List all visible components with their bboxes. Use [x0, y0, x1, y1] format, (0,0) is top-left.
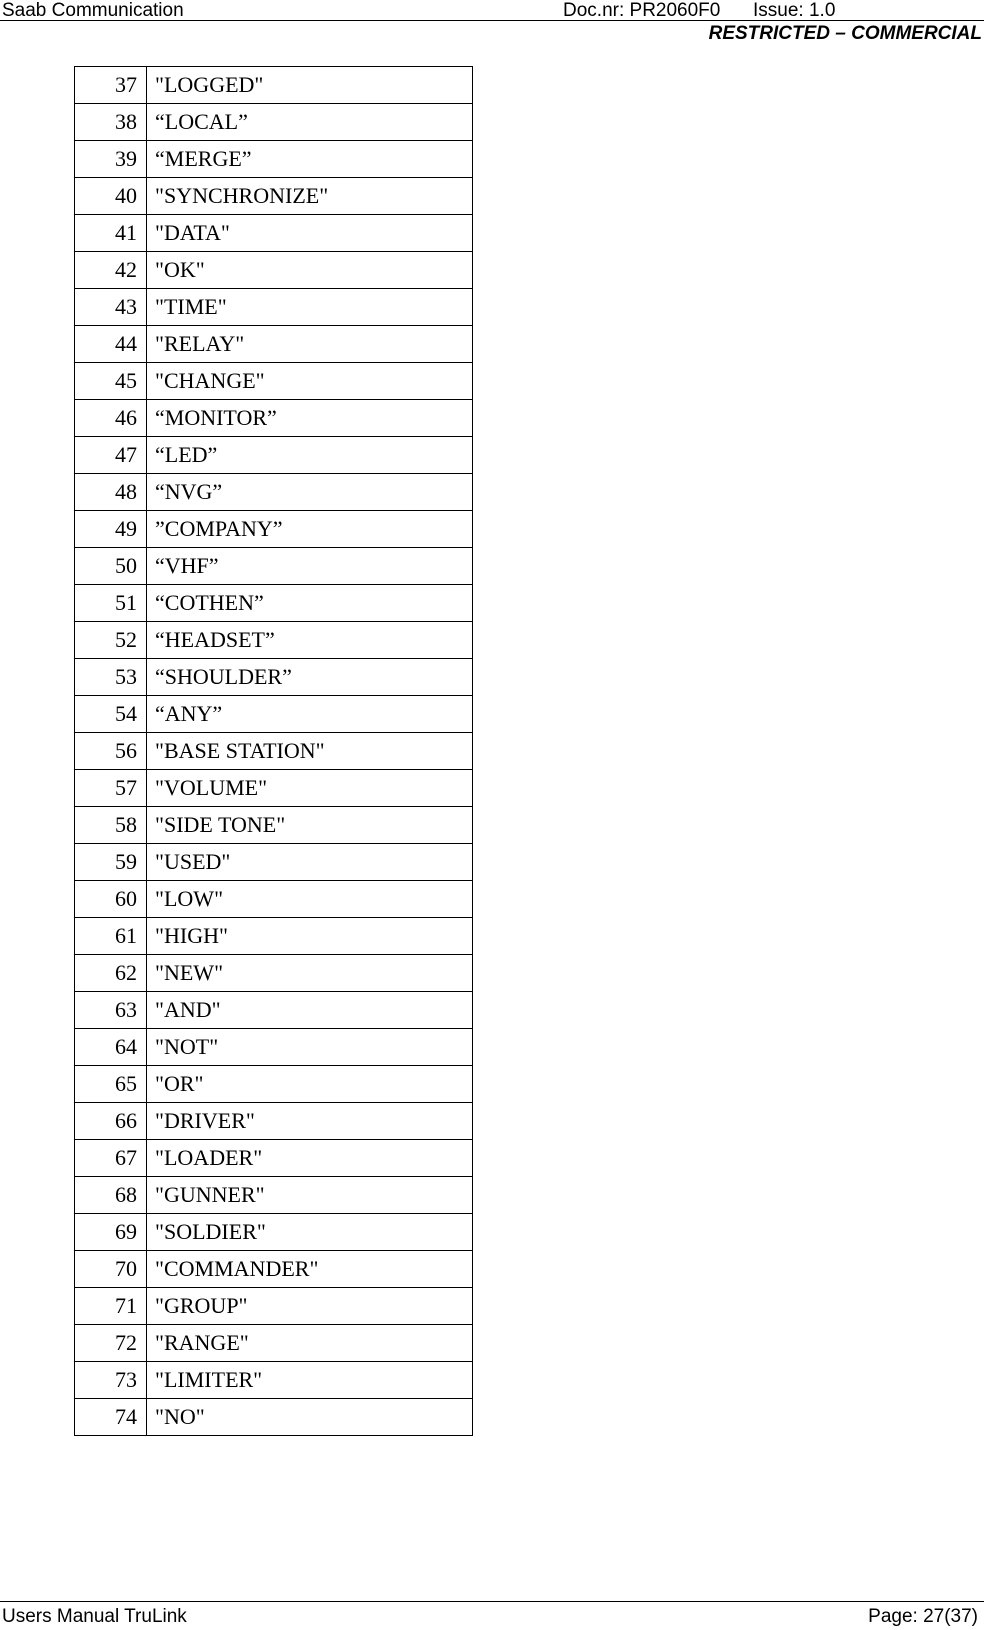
row-number: 51 — [75, 585, 147, 622]
row-word: "LOW" — [147, 881, 473, 918]
table-row — [75, 992, 473, 1029]
issue-number: Issue: 1.0 — [753, 0, 836, 21]
row-word: “MONITOR” — [147, 400, 473, 437]
row-word: "NO" — [147, 1399, 473, 1436]
row-word: "LIMITER" — [147, 1362, 473, 1399]
table-row — [75, 178, 473, 215]
row-word: “VHF” — [147, 548, 473, 585]
row-number: 48 — [75, 474, 147, 511]
row-number: 59 — [75, 844, 147, 881]
header-rule — [0, 20, 984, 21]
row-number: 60 — [75, 881, 147, 918]
table-row — [75, 1029, 473, 1066]
page-number: Page: 27(37) — [868, 1606, 978, 1627]
row-word: “LOCAL” — [147, 104, 473, 141]
table-row — [75, 400, 473, 437]
row-number: 70 — [75, 1251, 147, 1288]
row-word: "RANGE" — [147, 1325, 473, 1362]
row-number: 65 — [75, 1066, 147, 1103]
table-row — [75, 844, 473, 881]
table-row — [75, 585, 473, 622]
row-number: 68 — [75, 1177, 147, 1214]
row-number: 66 — [75, 1103, 147, 1140]
table-row — [75, 437, 473, 474]
row-number: 54 — [75, 696, 147, 733]
row-word: "RELAY" — [147, 326, 473, 363]
row-number: 72 — [75, 1325, 147, 1362]
table-row — [75, 1362, 473, 1399]
table-row — [75, 1288, 473, 1325]
row-word: “SHOULDER” — [147, 659, 473, 696]
row-number: 62 — [75, 955, 147, 992]
row-word: "HIGH" — [147, 918, 473, 955]
row-word: “HEADSET” — [147, 622, 473, 659]
row-number: 64 — [75, 1029, 147, 1066]
row-word: "OR" — [147, 1066, 473, 1103]
row-word: "GUNNER" — [147, 1177, 473, 1214]
row-word: "USED" — [147, 844, 473, 881]
table-row — [75, 807, 473, 844]
row-word: "DATA" — [147, 215, 473, 252]
page-header — [0, 0, 984, 48]
company-name: Saab Communication — [2, 0, 184, 21]
row-number: 46 — [75, 400, 147, 437]
table-row — [75, 622, 473, 659]
row-word: “COTHEN” — [147, 585, 473, 622]
row-number: 43 — [75, 289, 147, 326]
row-number: 37 — [75, 67, 147, 104]
row-word: "SIDE TONE" — [147, 807, 473, 844]
table-row — [75, 1066, 473, 1103]
row-word: "OK" — [147, 252, 473, 289]
table-row — [75, 511, 473, 548]
table-row — [75, 289, 473, 326]
table-row — [75, 1251, 473, 1288]
doc-number: Doc.nr: PR2060F0 — [563, 0, 721, 21]
table-row — [75, 474, 473, 511]
table-row — [75, 733, 473, 770]
row-number: 44 — [75, 326, 147, 363]
row-number: 50 — [75, 548, 147, 585]
word-table-body — [75, 67, 473, 1436]
row-number: 53 — [75, 659, 147, 696]
row-number: 38 — [75, 104, 147, 141]
row-word: "LOGGED" — [147, 67, 473, 104]
table-row — [75, 881, 473, 918]
word-table — [74, 66, 473, 1436]
table-row — [75, 1177, 473, 1214]
row-number: 45 — [75, 363, 147, 400]
row-word: "LOADER" — [147, 1140, 473, 1177]
row-number: 56 — [75, 733, 147, 770]
row-word: “NVG” — [147, 474, 473, 511]
table-row — [75, 1103, 473, 1140]
table-row — [75, 659, 473, 696]
table-row — [75, 1214, 473, 1251]
row-word: "SYNCHRONIZE" — [147, 178, 473, 215]
row-number: 39 — [75, 141, 147, 178]
table-row — [75, 770, 473, 807]
row-word: ”COMPANY” — [147, 511, 473, 548]
row-word: "TIME" — [147, 289, 473, 326]
row-word: "AND" — [147, 992, 473, 1029]
row-word: "BASE STATION" — [147, 733, 473, 770]
table-row — [75, 215, 473, 252]
row-word: "GROUP" — [147, 1288, 473, 1325]
classification-label: RESTRICTED – COMMERCIAL — [708, 23, 982, 44]
row-number: 67 — [75, 1140, 147, 1177]
table-row — [75, 696, 473, 733]
row-number: 71 — [75, 1288, 147, 1325]
manual-title: Users Manual TruLink — [2, 1606, 187, 1627]
row-number: 74 — [75, 1399, 147, 1436]
table-row — [75, 326, 473, 363]
row-word: "VOLUME" — [147, 770, 473, 807]
table-row — [75, 1140, 473, 1177]
row-word: “LED” — [147, 437, 473, 474]
table-row — [75, 918, 473, 955]
row-number: 52 — [75, 622, 147, 659]
row-number: 57 — [75, 770, 147, 807]
row-number: 69 — [75, 1214, 147, 1251]
row-word: “ANY” — [147, 696, 473, 733]
row-word: “MERGE” — [147, 141, 473, 178]
table-row — [75, 955, 473, 992]
table-row — [75, 1325, 473, 1362]
row-number: 49 — [75, 511, 147, 548]
table-row — [75, 252, 473, 289]
row-number: 42 — [75, 252, 147, 289]
row-word: "CHANGE" — [147, 363, 473, 400]
table-row — [75, 1399, 473, 1436]
row-word: "COMMANDER" — [147, 1251, 473, 1288]
row-number: 61 — [75, 918, 147, 955]
row-word: "SOLDIER" — [147, 1214, 473, 1251]
row-word: "DRIVER" — [147, 1103, 473, 1140]
table-row — [75, 141, 473, 178]
table-row — [75, 548, 473, 585]
row-word: "NOT" — [147, 1029, 473, 1066]
row-number: 73 — [75, 1362, 147, 1399]
row-number: 47 — [75, 437, 147, 474]
table-row — [75, 104, 473, 141]
row-number: 40 — [75, 178, 147, 215]
row-number: 41 — [75, 215, 147, 252]
table-row — [75, 67, 473, 104]
row-word: "NEW" — [147, 955, 473, 992]
row-number: 58 — [75, 807, 147, 844]
page-footer — [0, 1600, 984, 1630]
table-row — [75, 363, 473, 400]
footer-rule — [0, 1601, 984, 1602]
row-number: 63 — [75, 992, 147, 1029]
